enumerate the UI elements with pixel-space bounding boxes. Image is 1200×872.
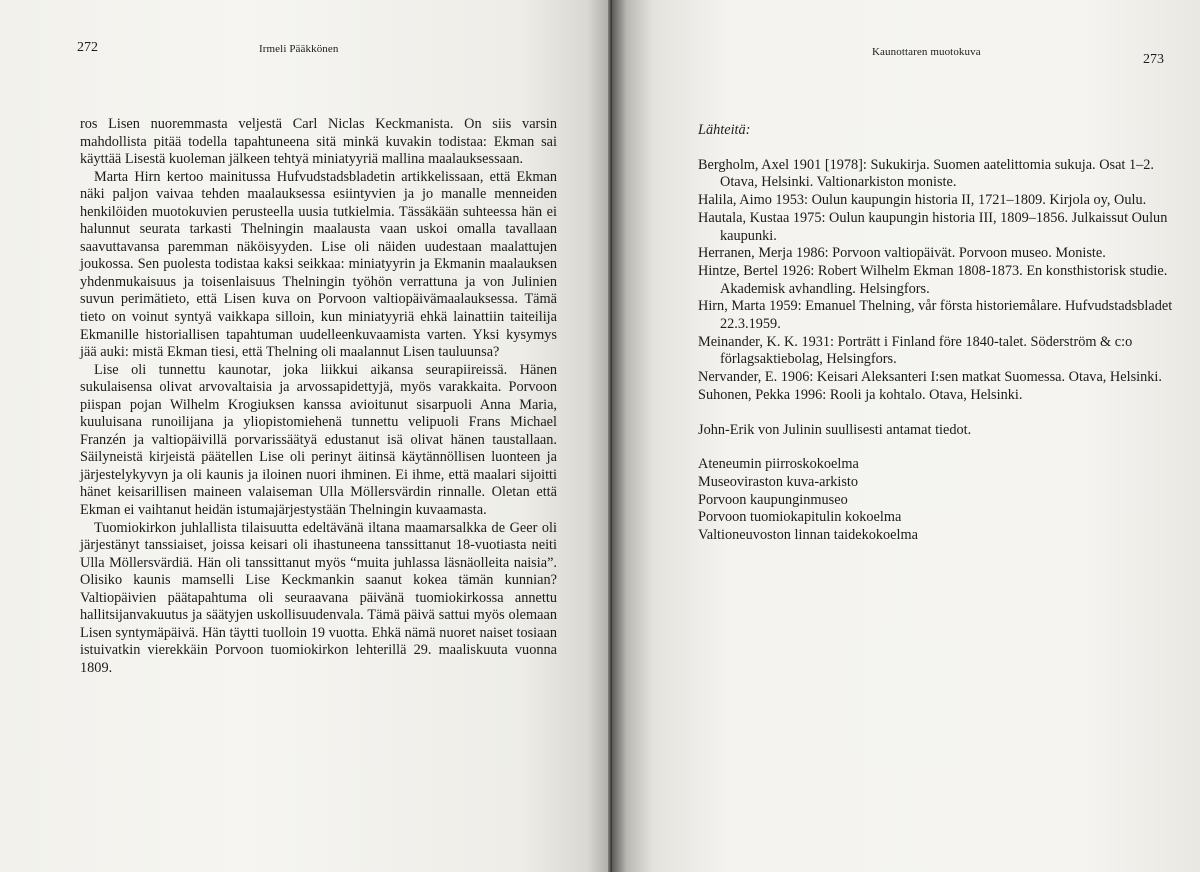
reference-item: Hintze, Bertel 1926: Robert Wilhelm Ekman 1808-1873. En konsthistorisk studie. Akademisk avhandling. Helsingfors. (698, 262, 1168, 297)
left-page-number: 272 (77, 40, 98, 55)
left-running-head: Irmeli Pääkkönen (259, 43, 339, 55)
collection-item: Museoviraston kuva-arkisto (698, 473, 859, 490)
paragraph: Tuomiokirkon juhlallista tilaisuutta edeltävänä iltana maamarsalkka de Geer oli järjestänyt tanssiaiset, joissa keisari oli ihastuneena tanssittanut 18-vuotiasta neiti Ulla Möllersvärdiä. Hän oli tanssittanut myös “muita juhlassa läsnäolleita naisia”. Olisiko kaunis mamselli Lise Keckmankin saanut kokea tämän kunnian? Valtiopäivien päätapahtuma oli seuraavana päivänä tuomiokirkossa annettu hallitsijanvakuutus ja säätyjen uskollisuudenvala. Tämä päivä sattui myös olemaan Lisen syntymäpäivä. Hän täytti tuolloin 19 vuotta. Ehkä nämä nuoret naiset tosiaan istuivatkin vierekkäin Porvoon tuomiokirkon lehterillä 29. maaliskuuta vuonna 1809. (80, 519, 557, 676)
reference-item: Halila, Aimo 1953: Oulun kaupungin historia II, 1721–1809. Kirjola oy, Oulu. (698, 192, 1147, 209)
reference-item: Nervander, E. 1906: Keisari Aleksanteri I:sen matkat Suomessa. Otava, Helsinki. (698, 369, 1162, 386)
reference-item: Hautala, Kustaa 1975: Oulun kaupungin historia III, 1809–1856. Julkaissut Oulun kaupunki. (698, 209, 1168, 244)
left-body-text (80, 116, 557, 678)
sources-heading: Lähteitä: (698, 122, 751, 138)
sources-section (698, 122, 1176, 545)
reference-item: Suhonen, Pekka 1996: Rooli ja kohtalo. Otava, Helsinki. (698, 386, 1023, 403)
paragraph: ros Lisen nuoremmasta veljestä Carl Niclas Keckmanista. On siis varsin mahdollista pitää todella tapahtuneena sitä minkä kuvakin todistaa: Ekman sai käyttää Lisestä kuoleman jälkeen tehtyä miniatyyriä mallina maalauksessaan. (80, 116, 557, 168)
reference-item: Herranen, Merja 1986: Porvoon valtiopäivät. Porvoon museo. Moniste. (698, 245, 1106, 262)
right-page (612, 0, 1200, 872)
reference-item: Bergholm, Axel 1901 [1978]: Sukukirja. Suomen aatelittomia sukuja. Osat 1–2. Otava, Helsinki. Valtionarkiston moniste. (698, 156, 1154, 191)
right-page-number: 273 (1143, 52, 1164, 67)
collection-item: Porvoon kaupunginmuseo (698, 491, 848, 508)
reference-item: Meinander, K. K. 1931: Porträtt i Finland före 1840-talet. Söderström & c:o förlagsaktiebolag, Helsingfors. (698, 333, 1133, 368)
paragraph: Marta Hirn kertoo mainitussa Hufvudstadsbladetin artikkelissaan, että Ekman näki paljon vaivaa tehden maalauksessa esiintyvien ja jo manalle menneiden henkilöiden muotokuvien perusteella uusia tutkielmia. Tässäkään suhteessa hän ei halunnut seurata tarkasti Thelningin maalausta vaan uskoi omalla tavallaan saavuttavansa paremman näköisyyden. Lise oli näiden uudestaan maalattujen joukossa. Sen puolesta todistaa kaksi seikkaa: miniatyyrin ja Ekmanin maalauksen yhdenmukaisuus ja toisenlaisuus Thelningin työhön verrattuna ja von Julinien suvun perimätieto, että Lisen kuva on Porvoon valtiopäivämaalauksessa. Tämä tieto on voinut syntyä vaikkapa silloin, kun miniatyyriä ehkä lainattiin taiteilija Ekmanille historiallisen tapahtuman uudelleenkuvaamista varten. Yksi kysymys jää auki: mistä Ekman tiesi, että Thelning oli maalannut Lisen tauluunsa? (80, 168, 557, 361)
collection-item: Porvoon tuomiokapitulin kokoelma (698, 509, 902, 526)
right-running-head: Kaunottaren muotokuva (872, 46, 981, 58)
oral-source-note: John-Erik von Julinin suullisesti antamat tiedot. (698, 421, 972, 438)
collection-item: Valtioneuvoston linnan taidekokoelma (698, 527, 918, 544)
collections-list (698, 456, 1176, 545)
paragraph: Lise oli tunnettu kaunotar, joka liikkui aikansa seurapiireissä. Hänen sukulaisensa olivat arvovaltaisia ja arvossapidettyjä, myös varakkaita. Porvoon piispan pojan Wilhelm Krogiuksen kanssa avioitunut sisarpuoli Anna Maria, kuuluisana runoilijana ja yliopistomiehenä tunnettu velipuoli Frans Michael Franzén ja valtiopäivillä porvarissäätyä edustanut isä olivat hänen taustallaan. Säilyneistä kirjeistä päätellen Lise oli perinyt äitinsä käytännöllisen luonteen ja järjestelykyvyn ja oli kaunis ja iloinen nuori ihminen. Ei ihme, että maalari sijoitti hänet keisarillisen maineen valaiseman Ulla Möllersvärdin rinnalle. Oletan että Ekman ei vaihtanut heidän istumajärjestystään Thelningin kuvaamasta. (80, 361, 557, 519)
collection-item: Ateneumin piirroskokoelma (698, 456, 859, 473)
reference-item: Hirn, Marta 1959: Emanuel Thelning, vår första historiemålare. Hufvudstadsbladet 22.3.1959. (698, 298, 1173, 333)
